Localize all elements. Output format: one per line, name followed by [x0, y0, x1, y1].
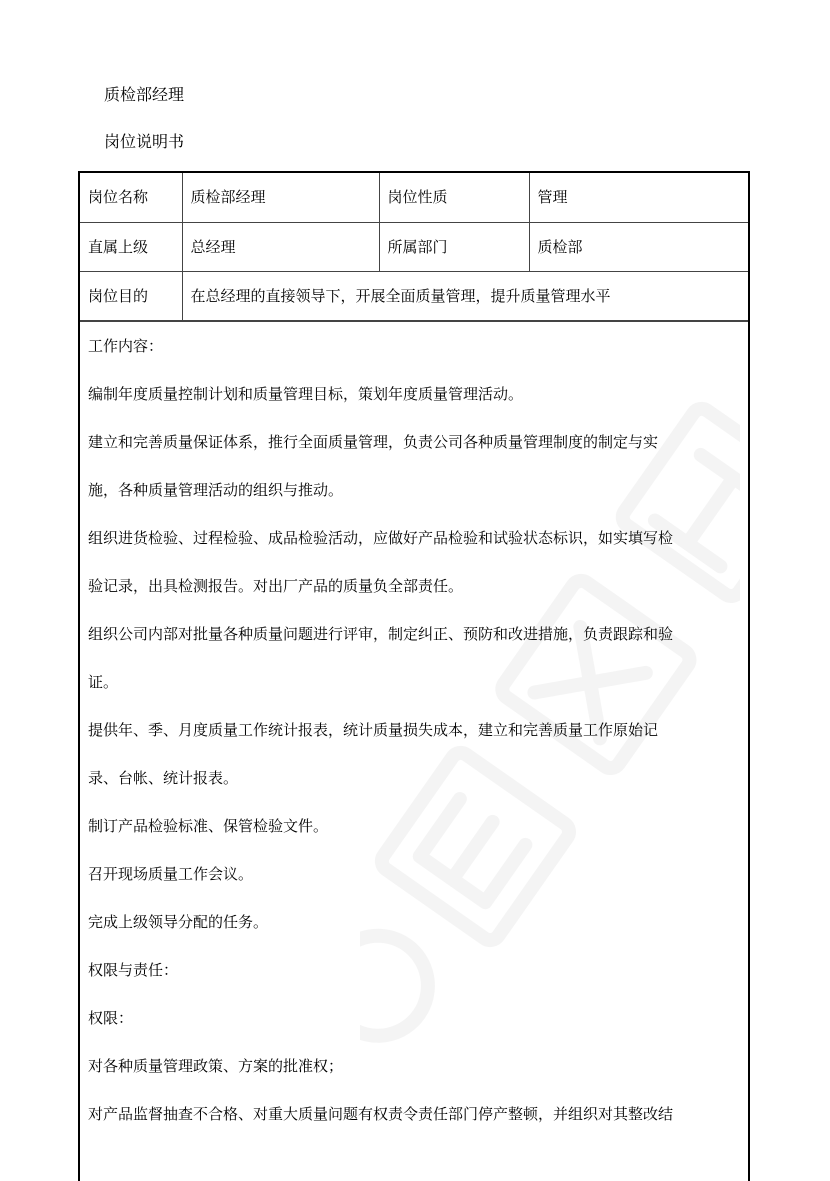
info-row-purpose: [80, 271, 748, 320]
content-line: 工作内容：: [88, 337, 164, 355]
document-subtitle: 岗位说明书: [104, 132, 185, 151]
value-position-purpose: 在总经理的直接领导下，开展全面质量管理，提升质量管理水平: [182, 271, 748, 320]
content-line: 验记录，出具检测报告。对出厂产品的质量负全部责任。: [88, 577, 464, 595]
value-direct-superior: 总经理: [182, 222, 379, 271]
content-line: 提供年、季、月度质量工作统计报表，统计质量损失成本，建立和完善质量工作原始记: [88, 721, 659, 739]
info-row-name: [80, 173, 748, 222]
content-line: 制订产品检验标准、保管检验文件。: [88, 817, 329, 835]
content-line: 对产品监督抽查不合格、对重大质量问题有权责令责任部门停产整顿，并组织对其整改结: [88, 1105, 674, 1123]
label-department: 所属部门: [379, 222, 529, 271]
info-table: [80, 173, 748, 321]
content-line: 完成上级领导分配的任务。: [88, 913, 269, 931]
content-line: 建立和完善质量保证体系，推行全面质量管理，负责公司各种质量管理制度的制定与实: [88, 433, 659, 451]
content-line: 权限与责任：: [88, 961, 179, 979]
document-title: 质检部经理: [104, 85, 185, 104]
label-direct-superior: 直属上级: [80, 222, 182, 271]
value-position-nature: 管理: [529, 173, 748, 222]
label-position-nature: 岗位性质: [379, 173, 529, 222]
content-line: 召开现场质量工作会议。: [88, 865, 254, 883]
job-description-frame: [78, 171, 750, 1181]
content-line: 组织进货检验、过程检验、成品检验活动，应做好产品检验和试验状态标识，如实填写检: [88, 529, 674, 547]
info-row-superior: [80, 222, 748, 271]
content-line: 录、台帐、统计报表。: [88, 769, 239, 787]
value-position-name: 质检部经理: [182, 173, 379, 222]
label-position-purpose: 岗位目的: [80, 271, 182, 320]
job-content-section: [80, 321, 748, 1138]
value-department: 质检部: [529, 222, 748, 271]
content-line: 施，各种质量管理活动的组织与推动。: [88, 481, 344, 499]
content-line: 编制年度质量控制计划和质量管理目标，策划年度质量管理活动。: [88, 385, 524, 403]
label-position-name: 岗位名称: [80, 173, 182, 222]
content-line: 对各种质量管理政策、方案的批准权；: [88, 1057, 344, 1075]
content-line: 证。: [88, 673, 119, 691]
content-line: 组织公司内部对批量各种质量问题进行评审，制定纠正、预防和改进措施，负责跟踪和验: [88, 625, 674, 643]
content-line: 权限：: [88, 1009, 134, 1027]
